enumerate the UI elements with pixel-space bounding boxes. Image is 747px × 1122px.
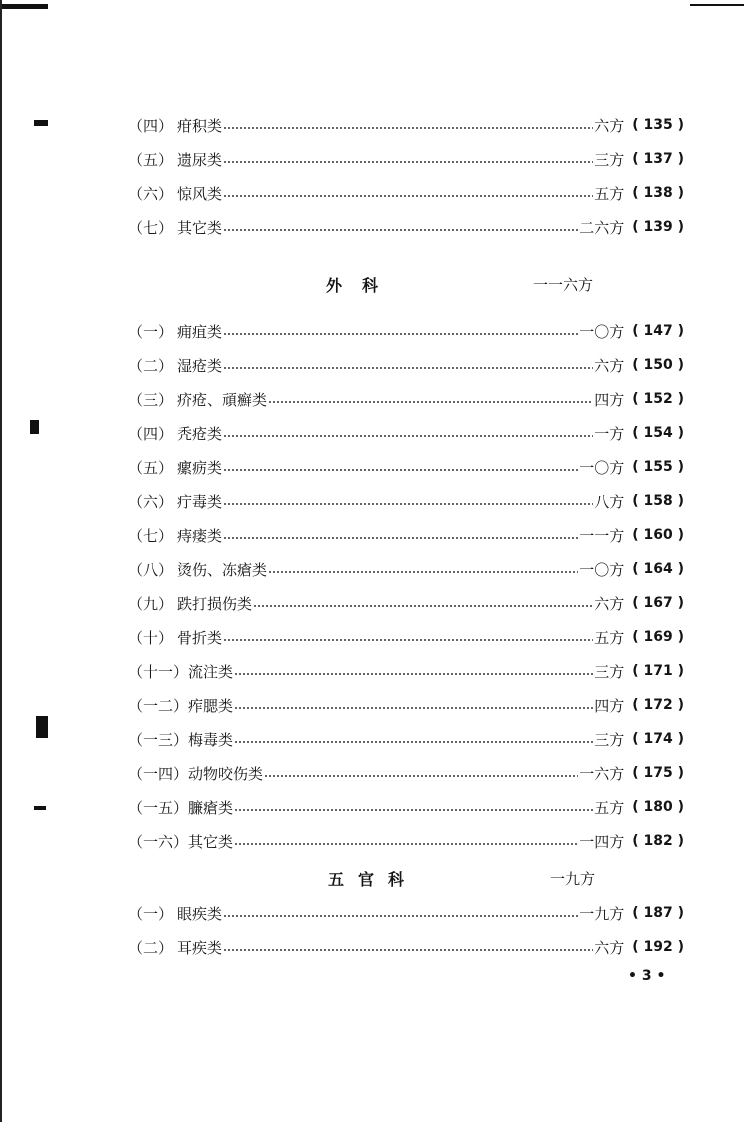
dot-leader: [223, 537, 578, 539]
entry-page: ( 174 ): [632, 731, 684, 747]
entry-count: 三方: [594, 662, 625, 681]
entry-title: 眼疾类: [177, 904, 223, 923]
scan-speck: [36, 716, 48, 738]
entry-count: 五方: [594, 798, 625, 817]
entry-title: 遗尿类: [177, 150, 223, 169]
toc-row[interactable]: [128, 693, 684, 717]
entry-page: ( 182 ): [632, 833, 684, 849]
toc-row[interactable]: [128, 591, 684, 615]
entry-page: ( 167 ): [632, 595, 684, 611]
entry-count: 一六方: [579, 764, 625, 783]
entry-title: 骨折类: [177, 628, 223, 647]
toc-row[interactable]: [128, 659, 684, 683]
entry-count: 六方: [594, 116, 625, 135]
entry-number: （二）: [128, 356, 174, 375]
scan-speck: [34, 806, 46, 810]
entry-count: 一〇方: [579, 322, 625, 341]
entry-page: ( 135 ): [632, 117, 684, 133]
entry-number: （一二）: [128, 696, 189, 715]
entry-title: 耳疾类: [177, 938, 223, 957]
entry-count: 三方: [594, 730, 625, 749]
toc-row[interactable]: [128, 935, 684, 959]
entry-count: 一〇方: [579, 458, 625, 477]
toc-row[interactable]: [128, 181, 684, 205]
dot-leader: [234, 673, 593, 675]
dot-leader: [253, 605, 593, 607]
toc-row[interactable]: [128, 727, 684, 751]
entry-page: ( 172 ): [632, 697, 684, 713]
entry-title: 其它类: [177, 218, 223, 237]
section-total: 一一六方: [533, 275, 594, 294]
entry-page: ( 180 ): [632, 799, 684, 815]
entry-page: ( 139 ): [632, 219, 684, 235]
entry-number: （七）: [128, 526, 174, 545]
toc-row[interactable]: [128, 523, 684, 547]
entry-page: ( 152 ): [632, 391, 684, 407]
dot-leader: [223, 127, 593, 129]
entry-title: 其它类: [188, 832, 234, 851]
entry-page: ( 154 ): [632, 425, 684, 441]
entry-number: （六）: [128, 184, 174, 203]
entry-page: ( 138 ): [632, 185, 684, 201]
toc-row[interactable]: [128, 147, 684, 171]
entry-title: 流注类: [188, 662, 234, 681]
dot-leader: [223, 367, 593, 369]
toc-row[interactable]: [128, 387, 684, 411]
entry-count: 一〇方: [579, 560, 625, 579]
entry-number: （一六）: [128, 832, 189, 851]
dot-leader: [223, 435, 593, 437]
entry-count: 三方: [594, 150, 625, 169]
entry-count: 六方: [594, 594, 625, 613]
dot-leader: [223, 195, 593, 197]
toc-row[interactable]: [128, 795, 684, 819]
scan-speck: [30, 420, 39, 434]
entry-number: （九）: [128, 594, 174, 613]
scan-speck: [690, 4, 744, 6]
section-title: 五官科: [328, 869, 419, 889]
page-number: • 3 •: [628, 968, 666, 984]
toc-row[interactable]: [128, 557, 684, 581]
entry-page: ( 150 ): [632, 357, 684, 373]
toc-row[interactable]: [128, 489, 684, 513]
entry-number: （一五）: [128, 798, 189, 817]
entry-count: 四方: [594, 696, 625, 715]
entry-title: 烫伤、冻瘡类: [177, 560, 268, 579]
toc-row[interactable]: [128, 319, 684, 343]
section-heading-surgery: [326, 271, 626, 297]
entry-title: 痄腮类: [188, 696, 234, 715]
entry-number: （三）: [128, 390, 174, 409]
entry-title: 臁瘡类: [188, 798, 234, 817]
toc-row[interactable]: [128, 625, 684, 649]
entry-count: 一四方: [579, 832, 625, 851]
dot-leader: [223, 639, 593, 641]
entry-title: 惊风类: [177, 184, 223, 203]
entry-page: ( 192 ): [632, 939, 684, 955]
toc-row[interactable]: [128, 455, 684, 479]
entry-title: 疥疮、頑癬类: [177, 390, 268, 409]
entry-count: 五方: [594, 628, 625, 647]
entry-number: （二）: [128, 938, 174, 957]
scan-speck: [34, 120, 48, 126]
dot-leader: [223, 229, 578, 231]
entry-count: 四方: [594, 390, 625, 409]
entry-number: （一）: [128, 322, 174, 341]
dot-leader: [223, 161, 593, 163]
entry-title: 秃疮类: [177, 424, 223, 443]
entry-page: ( 147 ): [632, 323, 684, 339]
entry-title: 疳积类: [177, 116, 223, 135]
entry-page: ( 164 ): [632, 561, 684, 577]
dot-leader: [268, 571, 578, 573]
entry-title: 梅毒类: [188, 730, 234, 749]
toc-row[interactable]: [128, 421, 684, 445]
entry-page: ( 175 ): [632, 765, 684, 781]
entry-count: 二六方: [579, 218, 625, 237]
section-total: 一九方: [550, 869, 596, 888]
entry-number: （一四）: [128, 764, 189, 783]
toc-row[interactable]: [128, 113, 684, 137]
entry-count: 一一方: [579, 526, 625, 545]
section-heading-facial: [328, 865, 628, 891]
entry-title: 痈疽类: [177, 322, 223, 341]
section-title: 外科: [326, 275, 399, 295]
dot-leader: [268, 401, 593, 403]
entry-title: 跌打损伤类: [177, 594, 253, 613]
entry-title: 疔毒类: [177, 492, 223, 511]
toc-row[interactable]: [128, 829, 684, 853]
entry-title: 瘰疬类: [177, 458, 223, 477]
dot-leader: [264, 775, 578, 777]
toc-row[interactable]: [128, 353, 684, 377]
entry-number: （五）: [128, 150, 174, 169]
entry-page: ( 169 ): [632, 629, 684, 645]
entry-count: 一方: [594, 424, 625, 443]
entry-page: ( 187 ): [632, 905, 684, 921]
scan-speck: [2, 4, 48, 9]
entry-count: 六方: [594, 938, 625, 957]
entry-count: 一九方: [579, 904, 625, 923]
entry-title: 动物咬伤类: [188, 764, 264, 783]
entry-title: 湿疮类: [177, 356, 223, 375]
dot-leader: [223, 333, 578, 335]
entry-number: （八）: [128, 560, 174, 579]
entry-number: （十一）: [128, 662, 189, 681]
entry-count: 六方: [594, 356, 625, 375]
dot-leader: [223, 469, 578, 471]
entry-title: 痔瘘类: [177, 526, 223, 545]
entry-page: ( 158 ): [632, 493, 684, 509]
entry-count: 五方: [594, 184, 625, 203]
entry-count: 八方: [594, 492, 625, 511]
dot-leader: [234, 843, 578, 845]
entry-number: （四）: [128, 116, 174, 135]
dot-leader: [223, 503, 593, 505]
dot-leader: [234, 741, 593, 743]
entry-page: ( 171 ): [632, 663, 684, 679]
toc-row[interactable]: [128, 215, 684, 239]
dot-leader: [234, 809, 593, 811]
entry-page: ( 160 ): [632, 527, 684, 543]
entry-number: （四）: [128, 424, 174, 443]
entry-page: ( 155 ): [632, 459, 684, 475]
entry-number: （一三）: [128, 730, 189, 749]
entry-number: （五）: [128, 458, 174, 477]
toc-row[interactable]: [128, 901, 684, 925]
dot-leader: [223, 949, 593, 951]
entry-number: （十）: [128, 628, 174, 647]
dot-leader: [234, 707, 593, 709]
toc-row[interactable]: [128, 761, 684, 785]
dot-leader: [223, 915, 578, 917]
page-edge: [0, 0, 2, 1122]
entry-page: ( 137 ): [632, 151, 684, 167]
entry-number: （七）: [128, 218, 174, 237]
entry-number: （六）: [128, 492, 174, 511]
entry-number: （一）: [128, 904, 174, 923]
